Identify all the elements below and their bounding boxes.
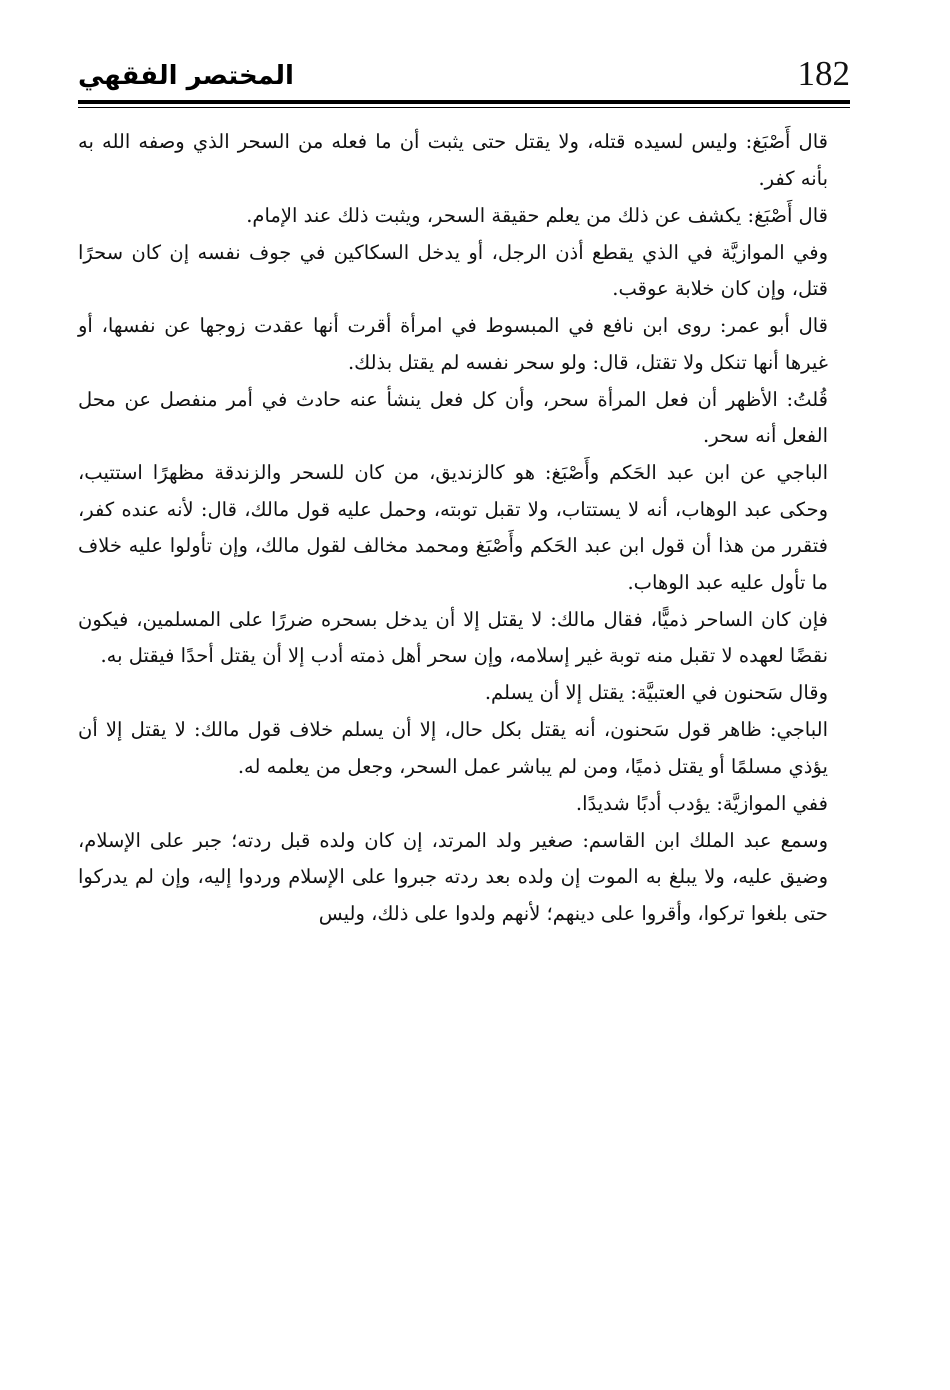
paragraph: وفي الموازيَّة في الذي يقطع أذن الرجل، أو يدخل السكاكين في جوف نفسه إن كان سحرًا قتل، وإن كان خلابة عوقب. <box>78 240 828 300</box>
header-divider-thick <box>78 100 850 104</box>
page-number: 182 <box>797 54 850 93</box>
paragraph: فإن كان الساحر ذميًّا، فقال مالك: لا يقتل إلا أن يدخل بسحره ضررًا على المسلمين، فيكون نقضًا لعهده لا تقبل منه توبة غير إسلامه، وإن سحر أهل ذمته أدب إلا أن يقتل أحدًا فيقتل به. <box>78 607 828 667</box>
paragraph: وسمع عبد الملك ابن القاسم: صغير ولد المرتد، إن كان ولده قبل ردته؛ جبر على الإسلام، وضيق عليه، ولا يبلغ به الموت إن ولده بعد ردته جبروا على الإسلام وردوا إليه، وإن لم يدركوا حتى بلغوا تركوا، وأقروا على دينهم؛ لأنهم ولدوا على ذلك، وليس <box>78 828 828 925</box>
paragraph: قال أَصْبَغ: يكشف عن ذلك من يعلم حقيقة السحر، ويثبت ذلك عند الإمام. <box>246 203 828 227</box>
header-divider-thin <box>78 107 850 108</box>
paragraph: وقال سَحنون في العتبيَّة: يقتل إلا أن يسلم. <box>484 681 828 704</box>
paragraph: ففي الموازيَّة: يؤدب أدبًا شديدًا. <box>575 791 828 815</box>
page-body <box>78 124 850 933</box>
paragraph: قال أَصْبَغ: وليس لسيده قتله، ولا يقتل حتى يثبت أن ما فعله من السحر الذي وصفه الله به بأنه كفر. <box>78 130 828 190</box>
paragraph: الباجي: ظاهر قول سَحنون، أنه يقتل بكل حال، إلا أن يسلم خلاف قول مالك: لا يقتل إلا أن يؤذي مسلمًا أو يقتل ذميًا، ومن لم يباشر عمل السحر، وجعل من يعلمه له. <box>78 718 828 778</box>
paragraph: قُلتُ: الأظهر أن فعل المرأة سحر، وأن كل فعل ينشأ عنه حادث في أمر منفصل عن محل الفعل أنه سحر. <box>78 387 828 447</box>
page-header <box>78 52 850 100</box>
paragraph: قال أبو عمر: روى ابن نافع في المبسوط في امرأة أقرت أنها عقدت زوجها عن نفسها، أو غيرها أنها تنكل ولا تقتل، قال: ولو سحر نفسه لم يقتل بذلك. <box>78 314 828 374</box>
book-title: المختصر الفقهي <box>78 61 294 91</box>
paragraph: الباجي عن ابن عبد الحَكم وأَصْبَغ: هو كالزنديق، من كان للسحر والزندقة مظهرًا استتيب، وحكى عبد الوهاب، أنه لا يستتاب، ولا تقبل توبته، وحمل عليه قول مالك، قال: لأنه عنده كفر، فتقرر من هذا أن قول ابن عبد الحَكم وأَصْبَغ ومحمد مخالف لقول مالك، وإن تأولوا عليه خلاف ما تأول عليه عبد الوهاب. <box>78 461 828 594</box>
